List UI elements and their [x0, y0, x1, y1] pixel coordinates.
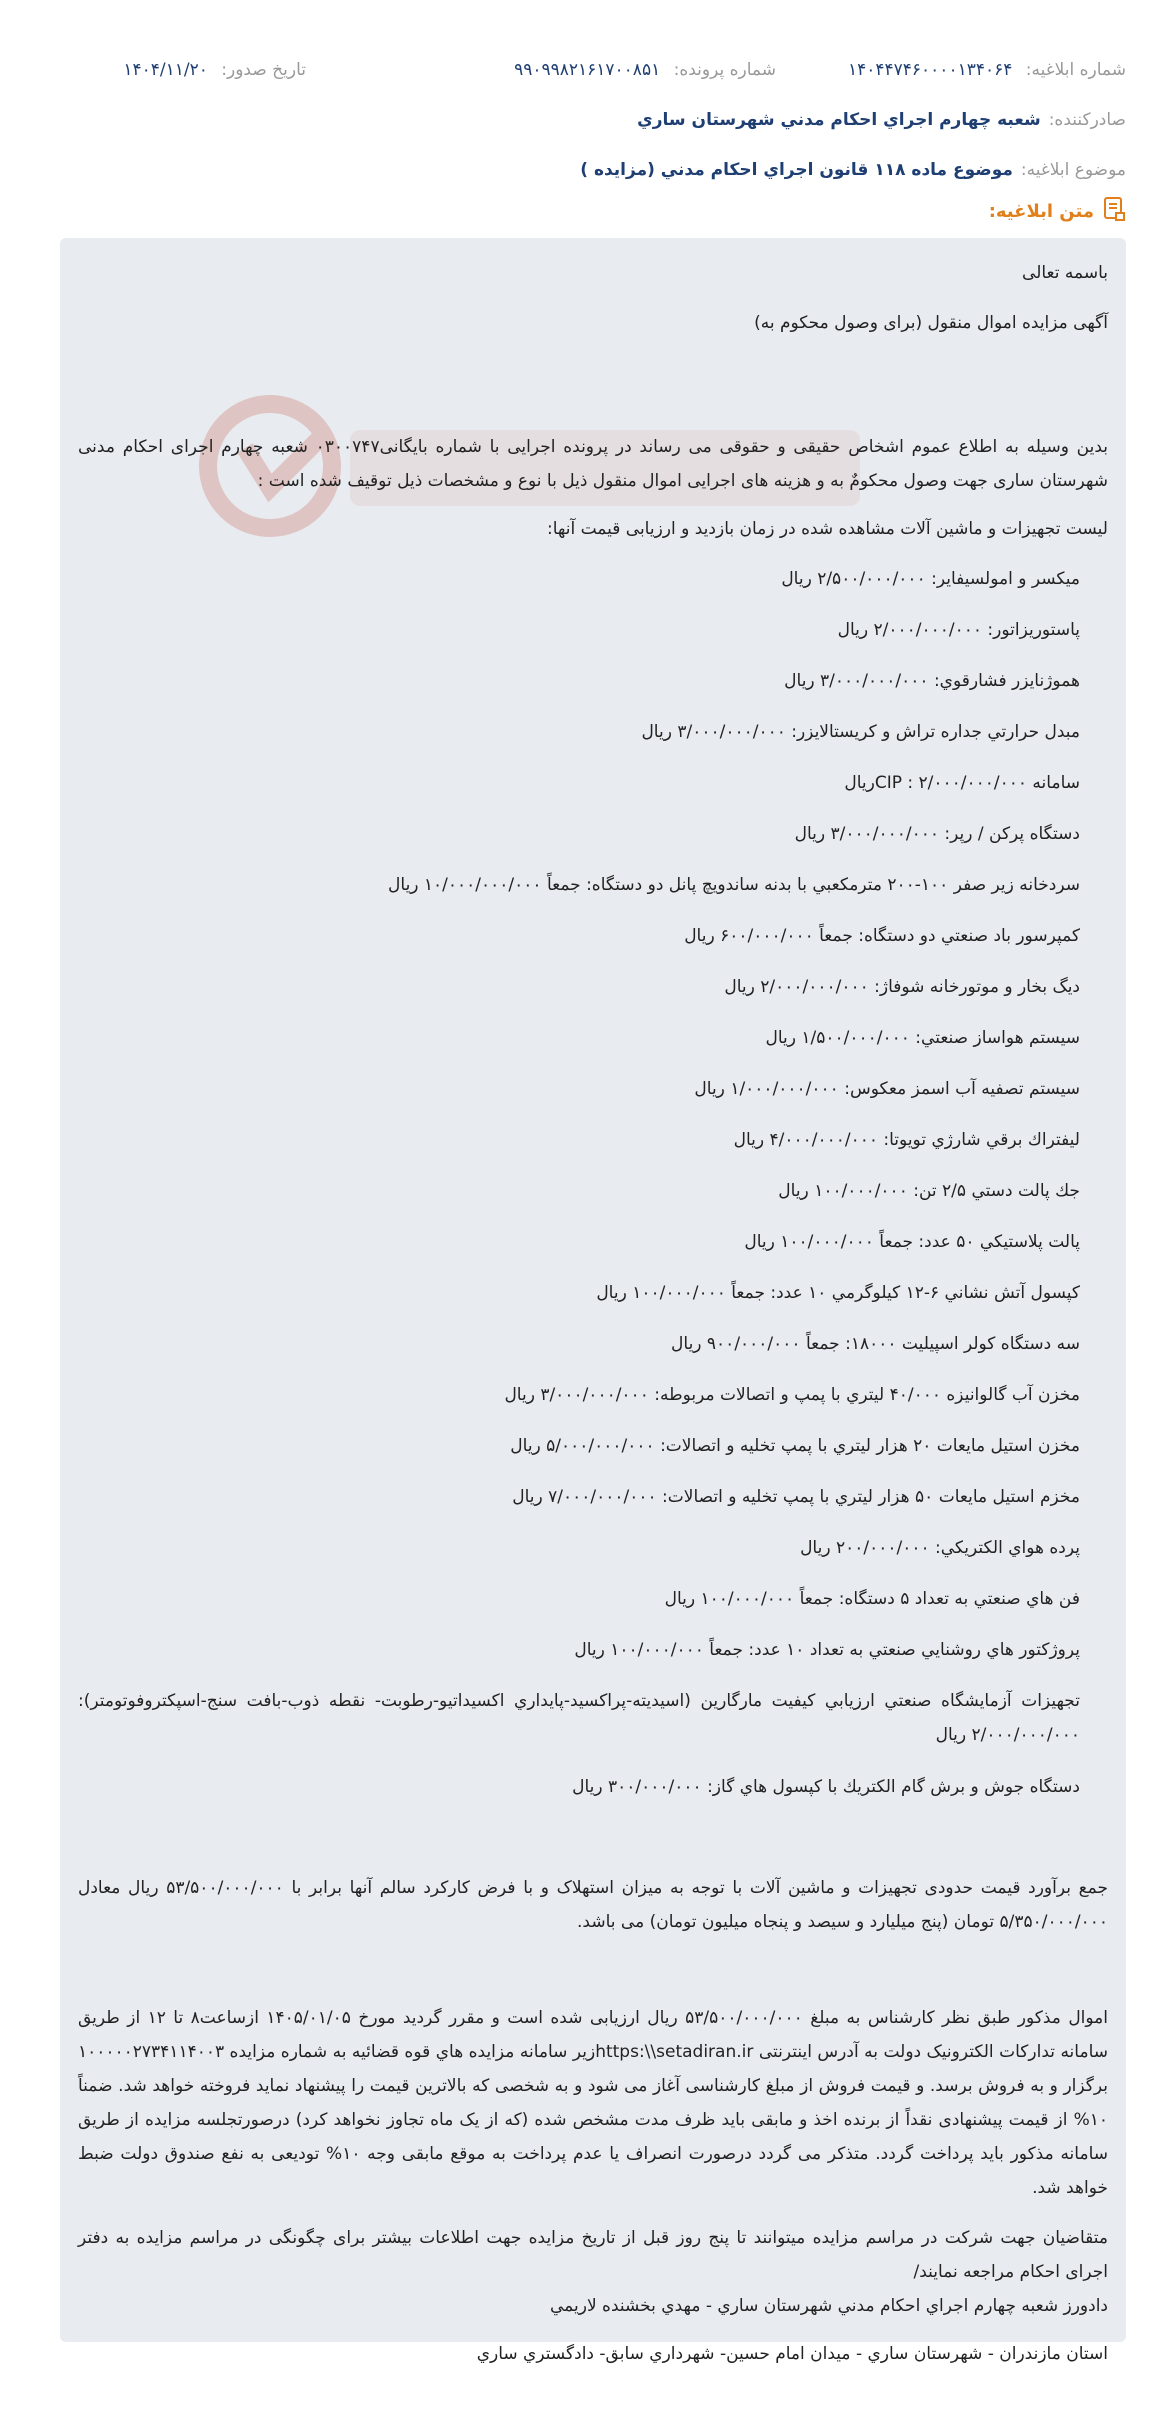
list-item: فن هاي صنعتي به تعداد ۵ دستگاه: جمعاً ۱۰۰/۰۰۰/۰۰۰ ریال: [664, 1589, 1080, 1609]
list-heading: لیست تجهیزات و ماشین آلات مشاهده شده در زمان بازدید و ارزیابی قیمت آنها:: [547, 519, 1108, 539]
list-item: ديگ بخار و موتورخانه شوفاژ: ۲/۰۰۰/۰۰۰/۰۰۰ ریال: [724, 977, 1080, 997]
document-icon: [1094, 196, 1126, 227]
list-item: ليفتراك برقي شارژي تويوتا: ۴/۰۰۰/۰۰۰/۰۰۰ ریال: [733, 1130, 1080, 1150]
case-number: ۹۹۰۹۹۸۲۱۶۱۷۰۰۸۵۱: [514, 60, 661, 80]
list-item: هموژنايزر فشارقوي: ۳/۰۰۰/۰۰۰/۰۰۰ ریال: [784, 671, 1080, 691]
header-row-issuer: [60, 102, 1126, 138]
spacer: [78, 340, 1108, 390]
subject-label: موضوع ابلاغیه:: [1020, 160, 1126, 180]
items-list: [78, 562, 1108, 1821]
signature: دادورز شعبه چهارم اجراي احكام مدني شهرستان ساري - مهدي بخشنده لاريمي: [550, 2296, 1108, 2316]
list-item: مخزن آب گالوانيزه ۴۰/۰۰۰ ليتري با پمپ و اتصالات مربوطه: ۳/۰۰۰/۰۰۰/۰۰۰ ریال: [504, 1385, 1080, 1405]
list-item: سامانه CIP : ۲/۰۰۰/۰۰۰/۰۰۰ریال: [844, 773, 1080, 793]
greeting: باسمه تعالی: [1022, 263, 1108, 283]
list-item: سيستم تصفيه آب اسمز معكوس: ۱/۰۰۰/۰۰۰/۰۰۰ ریال: [694, 1079, 1080, 1099]
notice-number: ۱۴۰۴۴۷۴۶۰۰۰۰۱۳۴۰۶۴: [848, 60, 1013, 80]
notice-text-title: متن ابلاغیه:: [988, 201, 1094, 222]
issue-date: ۱۴۰۴/۱۱/۲۰: [123, 60, 208, 80]
list-item: مبدل حرارتي جداره تراش و كريستالايزر: ۳/۰۰۰/۰۰۰/۰۰۰ ریال: [641, 722, 1080, 742]
case-number-label: شماره پرونده:: [673, 60, 776, 80]
address: استان مازندران - شهرستان ساري - ميدان امام حسين- شهرداري سابق- دادگستري ساري: [476, 2344, 1108, 2364]
issue-date-label: تاریخ صدور:: [221, 60, 306, 80]
list-item: كپسول آتش نشاني ۶-۱۲ كيلوگرمي ۱۰ عدد: جمعاً ۱۰۰/۰۰۰/۰۰۰ ریال: [596, 1283, 1080, 1303]
list-item: پاستوریزاتور: ۲/۰۰۰/۰۰۰/۰۰۰ ریال: [837, 620, 1080, 640]
applicants-paragraph: متقاضیان جهت شرکت در مراسم مزایده میتوانند تا پنج روز قبل از تاریخ مزایده جهت اطلاعات بیشتر برای چگونگی در مراسم مزایده به دفتر اجرای احکام مراجعه نمایند/: [78, 2228, 1108, 2282]
issue-date-cell: [60, 60, 306, 80]
subject: موضوع ماده ۱۱۸ قانون اجراي احكام مدني (مزايده ): [580, 160, 1013, 180]
ad-title: آگهی مزایده اموال منقول (برای وصول محکوم به): [754, 313, 1108, 333]
notice-number-cell: [776, 60, 1126, 80]
notice-text-heading: [989, 196, 1126, 227]
list-item: مخزن استيل مايعات ۲۰ هزار ليتري با پمپ تخليه و اتصالات: ۵/۰۰۰/۰۰۰/۰۰۰ ریال: [510, 1436, 1080, 1456]
list-item: مخزم استيل مايعات ۵۰ هزار ليتري با پمپ تخليه و اتصالات: ۷/۰۰۰/۰۰۰/۰۰۰ ریال: [512, 1487, 1080, 1507]
list-item: سيستم هواساز صنعتي: ۱/۵۰۰/۰۰۰/۰۰۰ ریال: [765, 1028, 1080, 1048]
list-item: تجهيزات آزمايشگاه صنعتي ارزيابي كيفيت مارگارين (اسيديته-پراكسيد-پايداري اكسيداتيو-رطوبت- نقطه ذوب-بافت سنج-اسپكتروفوتومتر): ۲/۰۰۰/۰۰۰/۰۰۰ ریال: [78, 1691, 1080, 1745]
list-item: میکسر و امولسیفایر: ۲/۵۰۰/۰۰۰/۰۰۰ ریال: [781, 569, 1080, 589]
total-paragraph: جمع برآورد قیمت حدودی تجهیزات و ماشین آلات با توجه به میزان استهلاک و با فرض کارکرد سالم آنها برابر با ۵۳/۵۰۰/۰۰۰/۰۰۰ ریال معادل ۵/۳۵۰/۰۰۰/۰۰۰ تومان (پنج میلیارد و سیصد و پنجاه میلیون تومان) می باشد.: [78, 1878, 1108, 1932]
spacer: [78, 1821, 1108, 1871]
intro-paragraph: بدین وسیله به اطلاع عموم اشخاص حقیقی و حقوقی می رساند در پرونده اجرایی با شماره بایگانی۰۳۰۰۷۴۷ شعبه چهارم اجرای احکام مدنی شهرستان ساری جهت وصول محکومٌ به و هزینه های اجرایی اموال منقول ذیل با نوع و مشخصات ذیل توقیف شده است :: [78, 437, 1108, 491]
list-item: سردخانه زير صفر ۱۰۰-۲۰۰ مترمكعبي با بدنه ساندويچ پانل دو دستگاه: جمعاً ۱۰/۰۰۰/۰۰۰/۰۰۰ ریال: [388, 875, 1080, 895]
header-row-subject: [60, 152, 1126, 188]
header-row-numbers: [60, 52, 1126, 88]
list-item: جك پالت دستي ۲/۵ تن: ۱۰۰/۰۰۰/۰۰۰ ریال: [778, 1181, 1080, 1201]
notice-number-label: شماره ابلاغیه:: [1025, 60, 1126, 80]
list-item: دستگاه پرکن / رپر: ۳/۰۰۰/۰۰۰/۰۰۰ ریال: [794, 824, 1080, 844]
case-number-cell: [306, 60, 776, 80]
issuer-label: صادرکننده:: [1048, 110, 1126, 130]
notice-content: [78, 256, 1108, 2371]
list-item: پروژكتور هاي روشنايي صنعتي به تعداد ۱۰ عدد: جمعاً ۱۰۰/۰۰۰/۰۰۰ ریال: [574, 1640, 1080, 1660]
list-item: سه دستگاه كولر اسپيليت ۱۸۰۰۰: جمعاً ۹۰۰/۰۰۰/۰۰۰ ریال: [671, 1334, 1080, 1354]
list-item: پرده هواي الكتريكي: ۲۰۰/۰۰۰/۰۰۰ ریال: [800, 1538, 1080, 1558]
notice-body-box: [60, 238, 1126, 2364]
list-item: دستگاه جوش و برش گام الكتريك با كپسول هاي گاز: ۳۰۰/۰۰۰/۰۰۰ ریال: [572, 1777, 1080, 1797]
list-item: پالت پلاستيكي ۵۰ عدد: جمعاً ۱۰۰/۰۰۰/۰۰۰ ریال: [744, 1232, 1080, 1252]
terms-paragraph: اموال مذکور طبق نظر کارشناس به مبلغ ۵۳/۵۰۰/۰۰۰/۰۰۰ ریال ارزیابی شده است و مقرر گردید مورخ ۱۴۰۵/۰۱/۰۵ ازساعت۸ تا ۱۲ از طریق سامانه تدارکات الکترونیک دولت به آدرس اینترنتی https:\\setadiran.irزیر سامانه مزایده هاي قوه قضائیه به شماره مزایده ۱۰۰۰۰۰۲۷۳۴۱۱۴۰۰۳ برگزار و به فروش برسد. و قیمت فروش از مبلغ کارشناسی آغاز می شود و به شخصی که بالاترین قیمت را پیشنهاد نماید فروخته خواهد شد. ضمناً ۱۰% از قیمت پیشنهادی نقداً از برنده اخذ و مابقی باید ظرف مدت مشخص شده (که از یک ماه تجاوز نخواهد کرد) درصورتجلسه مزایده از طریق سامانه مذکور باید پرداخت گردد. متذکر می گردد درصورت انصراف یا عدم پرداخت به موقع مابقی وجه ۱۰% تودیعی به نفع صندوق دولت ضبط خواهد شد.: [78, 2008, 1108, 2198]
notice-header: [60, 52, 1126, 202]
list-item: كمپرسور باد صنعتي دو دستگاه: جمعاً ۶۰۰/۰۰۰/۰۰۰ ریال: [684, 926, 1080, 946]
spacer: [78, 1939, 1108, 2001]
issuer: شعبه چهارم اجراي احكام مدني شهرستان ساري: [637, 110, 1041, 130]
